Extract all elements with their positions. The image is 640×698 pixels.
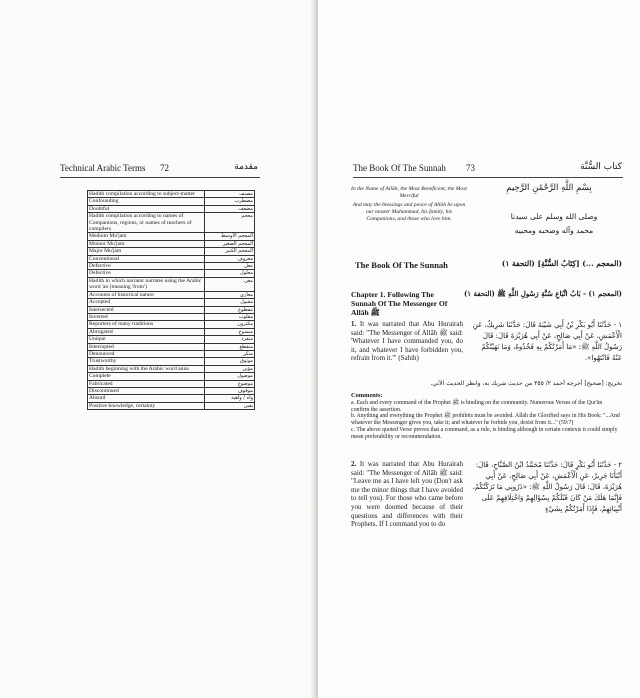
glossary-term-english: Inverted <box>88 313 205 320</box>
left-header-rule <box>60 177 260 178</box>
glossary-row <box>88 336 255 343</box>
dedication-line-2: And may the blessings and peace of Allāh be upon our master Muhammad, his family, his Companions, and those who love him. <box>352 202 466 222</box>
glossary-row <box>88 299 255 306</box>
glossary-term-arabic: المعجم الأوسط <box>205 233 255 240</box>
glossary-term-english: Confounding <box>88 198 205 205</box>
glossary-row <box>88 387 255 394</box>
glossary-term-english: Reporters of many traditions <box>88 321 205 328</box>
glossary-row <box>88 240 255 247</box>
left-page <box>0 0 316 698</box>
glossary-row <box>88 373 255 380</box>
glossary-term-english: Discontinued <box>88 387 205 394</box>
hadith-2 <box>351 460 463 529</box>
glossary-term-arabic: موصول <box>205 373 255 380</box>
glossary-term-arabic: موضوع <box>205 380 255 387</box>
glossary-row <box>88 321 255 328</box>
glossary-row <box>88 306 255 313</box>
glossary-term-english: Defective <box>88 270 205 277</box>
glossary-term-arabic: معروف <box>205 255 255 262</box>
hadith-1-text: It was narrated that Abu Hurairah said: "The Messenger of Allāh ﷺ said: 'Whatever I have commanded you, do it, and whatever I have forbidden you, refrain from it.'" (Sahih) <box>351 320 463 363</box>
glossary-row <box>88 191 255 198</box>
comment-b: b. Anything and everything the Prophet ﷺ prohibits must be avoided. Allāh the Glorified says in His Book: "...And whatever the Messenger gives you, take it; and whatever he forbids you, desist from it..." (59:7) <box>351 413 620 427</box>
glossary-row <box>88 343 255 350</box>
glossary-term-english: Abrogated <box>88 328 205 335</box>
hadith-1-arabic: ١ - حَدَّثَنَا أَبُو بَكْرِ بْنُ أَبِي شَيْبَةَ قَالَ: حَدَّثَنَا شَرِيكٌ، عَنِ الْأَعْمَشِ، عَنْ أَبِي صَالِحٍ، عَنْ أَبِي هُرَيْرَةَ قَالَ: قَالَ رَسُولُ اللَّهِ ﷺ: «مَا أَمَرْتُكُمْ بِهِ فَخُذُوهُ، وَمَا نَهَيْتُكُمْ عَنْهُ فَانْتَهُوا». <box>472 321 622 362</box>
glossary-row <box>88 291 255 298</box>
glossary-term-arabic: مقلوب <box>205 313 255 320</box>
chapter-title-arabic: (المعجم ١) - بَابُ اتِّبَاعِ سُنَّةِ رَسُولِ اللَّهِ ﷺ (التحفة ١) <box>463 289 622 298</box>
glossary-term-arabic: مضعف <box>205 205 255 212</box>
comment-a: a. Each and every command of the Prophet ﷺ is binding on the community. Numerous Verses of the Qur'ān confirm the assertion. <box>351 399 603 413</box>
glossary-term-english: Interrupted <box>88 343 205 350</box>
arabic-blessing-1: وصلى الله وسلم على سيدنا <box>510 212 598 221</box>
right-header-rule <box>353 177 623 178</box>
hadith-2-number: 2. <box>351 460 357 468</box>
glossary-term-arabic: موقوف <box>205 387 255 394</box>
glossary-term-arabic: معل <box>205 263 255 270</box>
arabic-blessing-2: محمد وآله وصحبه ومحبيه <box>514 226 594 235</box>
glossary-term-english: Major Mu'jam <box>88 248 205 255</box>
glossary-table <box>87 190 255 410</box>
glossary-term-arabic: مقبول <box>205 299 255 306</box>
book-title-arabic: (المعجم ...) [كِتَابُ السُّنَّةِ] (التحفة ١) <box>501 259 622 268</box>
glossary-term-english: Medium Mu'jam <box>88 233 205 240</box>
glossary-term-english: Denounced <box>88 350 205 357</box>
book-title: The Book Of The Sunnah <box>355 260 448 270</box>
glossary-row <box>88 248 255 255</box>
right-page-number: 73 <box>466 163 475 173</box>
glossary-term-arabic: معن <box>205 277 255 291</box>
glossary-term-english: Fabricated <box>88 380 205 387</box>
glossary-term-english: Positive knowledge, certainty <box>88 402 205 409</box>
glossary-term-english: Hadith beginning with the Arabic word anna <box>88 365 205 372</box>
glossary-term-arabic: معجم <box>205 213 255 233</box>
glossary-term-english: Hadith in which narrator narrates using the Arabic word 'an (meaning 'from') <box>88 277 205 291</box>
chapter-title: Chapter 1. Following The Sunnah Of The Messenger Of Allāh ﷺ <box>351 290 448 317</box>
glossary-term-arabic: مقطوع <box>205 306 255 313</box>
glossary-term-english: Moinor Mu'jam <box>88 240 205 247</box>
comments <box>351 393 621 441</box>
glossary-term-arabic: منسوخ <box>205 328 255 335</box>
takhrij: تخريج: [صحيح] أخرجه أحمد ٢/ ٣٥٥ من حديث شريك به، وانظر الحديث الآتي. <box>430 380 622 387</box>
glossary-row <box>88 205 255 212</box>
glossary-term-english: Accounts of historical nature <box>88 291 205 298</box>
basmala: بِسْمِ اللَّهِ الرَّحْمَٰنِ الرَّحِيمِ <box>506 183 592 193</box>
glossary-term-arabic: مضطرب <box>205 198 255 205</box>
left-header-arabic: مقدمة <box>234 162 258 172</box>
glossary-row <box>88 198 255 205</box>
glossary-term-arabic: منقطع <box>205 343 255 350</box>
glossary-term-english: Unique <box>88 336 205 343</box>
glossary-term-arabic: المعجم الصغير <box>205 240 255 247</box>
glossary-row <box>88 277 255 291</box>
comment-c: c. The above quoted Verse proves that a command, as a rule, is binding although in certain contexts it could simply mean preferability or recommendation. <box>351 426 618 440</box>
glossary-term-english: Absurd <box>88 395 205 402</box>
glossary-term-english: Complete <box>88 373 205 380</box>
glossary-row <box>88 263 255 270</box>
glossary-term-arabic: واه / واهية <box>205 395 255 402</box>
glossary-term-arabic: مغازي <box>205 291 255 298</box>
glossary-term-arabic: مكثرون <box>205 321 255 328</box>
right-header-arabic: كتاب السُّنَّة <box>580 162 622 172</box>
left-page-number: 72 <box>160 163 169 173</box>
glossary-term-arabic: موثوق <box>205 358 255 365</box>
glossary-row <box>88 313 255 320</box>
glossary-row <box>88 350 255 357</box>
glossary-row <box>88 255 255 262</box>
hadith-2-text: It was narrated that Abu Hurairah said: "The Messenger of Allāh ﷺ said: "Leave me as I have left you (Don't ask me the minor things that I have avoided to tell you). For those who came before you were doomed because of their questions and differences with their Prophets. If I command you to do <box>351 460 463 529</box>
glossary-term-english: Trustworthy <box>88 358 205 365</box>
glossary-row <box>88 395 255 402</box>
glossary-term-english: Hadith compilation according to names of Companions, regions, or names of teachers of compilers <box>88 213 205 233</box>
dedication <box>351 186 467 225</box>
glossary-term-english: Intersected <box>88 306 205 313</box>
comments-title: Comments: <box>351 392 383 399</box>
glossary-row <box>88 213 255 233</box>
glossary-row <box>88 365 255 372</box>
glossary-row <box>88 358 255 365</box>
glossary-term-arabic: منفرد <box>205 336 255 343</box>
glossary-term-arabic: مؤنن <box>205 365 255 372</box>
glossary-row <box>88 270 255 277</box>
glossary-term-english: Defective <box>88 263 205 270</box>
left-header-title: Technical Arabic Terms <box>60 163 146 173</box>
hadith-2-arabic: ٢ - حَدَّثَنَا أَبُو بَكْرٍ قَالَ: حَدَّثَنَا مُحَمَّدُ ابْنُ الصَّبَّاحِ، قَالَ: أَنْبَأَنَا جَرِيرٌ، عَنِ الْأَعْمَشِ، عَنْ أَبِي صَالِحٍ، عَنْ أَبِي هُرَيْرَةَ، قَالَ: قَالَ رَسُولُ اللَّهِ ﷺ: «ذَرُونِي مَا تَرَكْتُكُمْ، فَإِنَّمَا هَلَكَ مَنْ كَانَ قَبْلَكُمْ بِسُؤَالِهِمْ وَاخْتِلَافِهِمْ عَلَى أَنْبِيَائِهِمْ، فَإِذَا أَمَرْتُكُمْ بِشَيْءٍ <box>472 461 622 513</box>
glossary-term-arabic: منكر <box>205 350 255 357</box>
glossary-term-english: Accepted <box>88 299 205 306</box>
glossary-term-english: Conventional <box>88 255 205 262</box>
dedication-line-1: In the Name of Allāh, the Most Beneficent, the Most Merciful <box>351 186 467 199</box>
glossary-row <box>88 402 255 409</box>
glossary-term-english: Hadith compilation according to subject-matter <box>88 191 205 198</box>
glossary-row <box>88 380 255 387</box>
glossary-term-arabic: يقين <box>205 402 255 409</box>
glossary-row <box>88 328 255 335</box>
hadith-1-number: 1. <box>351 320 357 328</box>
glossary-term-arabic: مصنف <box>205 191 255 198</box>
hadith-1 <box>351 320 463 363</box>
glossary-row <box>88 233 255 240</box>
glossary-term-arabic: معلول <box>205 270 255 277</box>
glossary-term-english: Doubtful <box>88 205 205 212</box>
glossary-term-arabic: المعجم الكبير <box>205 248 255 255</box>
right-header-title: The Book Of The Sunnah <box>353 163 446 173</box>
